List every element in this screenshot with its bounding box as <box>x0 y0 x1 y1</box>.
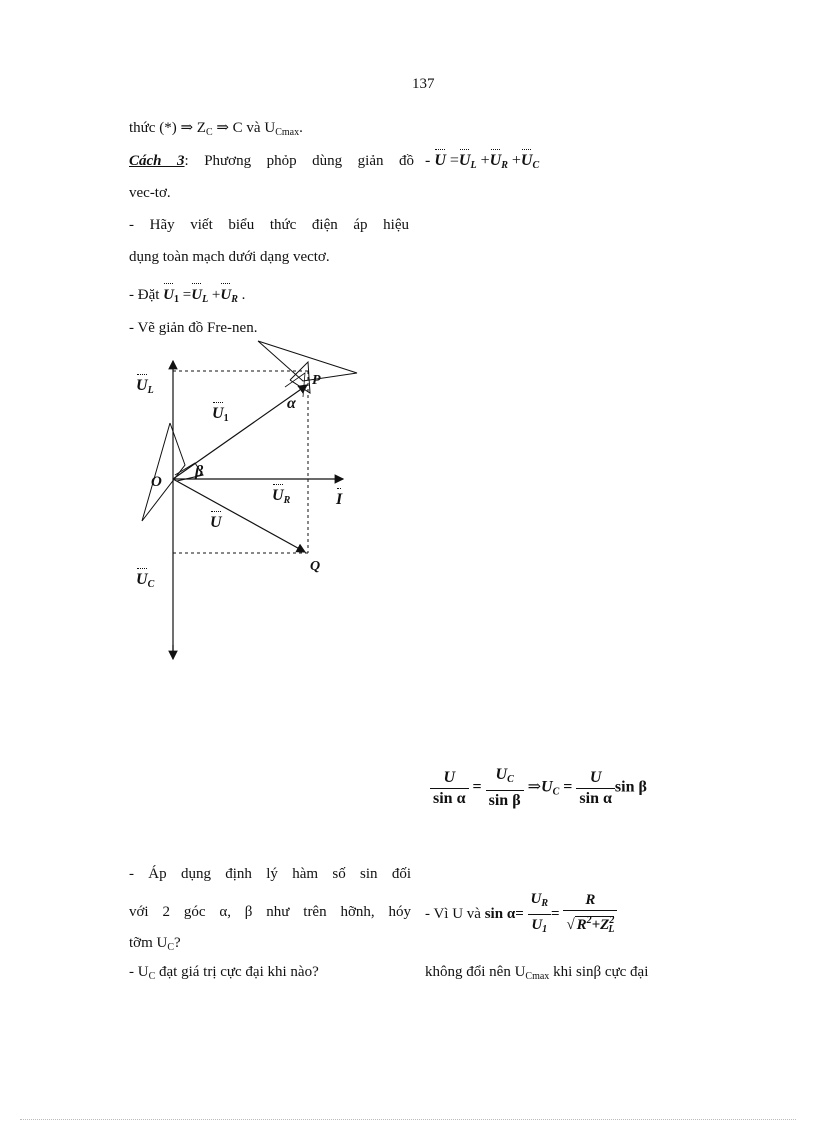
sqrt-plus: + <box>591 916 601 933</box>
frac2-num-sub: C <box>507 774 514 785</box>
set-prefix: - Đặt <box>129 287 160 303</box>
l4-sub: C <box>148 971 156 982</box>
frac-u-sinalpha-2 <box>576 769 615 808</box>
eq1-r: R <box>501 160 508 171</box>
label-ul-sub: L <box>147 385 154 396</box>
label-i-text: I <box>336 491 343 508</box>
formula-eq2: = <box>563 778 573 796</box>
frac-u1: U <box>531 917 543 933</box>
label-u1-u: U <box>212 405 224 422</box>
frac1-den: sin α <box>433 789 466 807</box>
frac-uc-sinbeta <box>486 766 524 810</box>
line1-mid: ⇒ C và U <box>212 120 276 136</box>
label-ur-u: U <box>272 487 284 504</box>
apply-line-2: với 2 góc α, β như trên hỡnh, hóy <box>129 904 411 920</box>
set-u1: U <box>163 287 174 303</box>
eq1-dash: - <box>425 152 431 169</box>
set-ul: U <box>191 287 203 303</box>
frac-u1-sub: 1 <box>542 924 548 935</box>
frac-ur-u1 <box>528 890 552 939</box>
l2-end: khi sinβ cực đại <box>549 964 649 980</box>
label-ul <box>136 376 154 401</box>
label-u1 <box>212 404 229 429</box>
eq1-uc: U <box>520 152 533 169</box>
frac-r-sqrt: $\frac{R}{√ R^2+Z^2_L}$ <box>563 891 617 939</box>
ucmax-sub: Cmax <box>275 127 300 138</box>
label-u-text: U <box>210 514 222 531</box>
answer-line-1: - Vì U và sin α= $\frac{U_R}{U_1}$ = $\frac{R}{√ R^2+Z^2_L}$ <box>425 890 617 939</box>
frac-ur-sub: R <box>541 898 549 909</box>
write-line-1: - Hãy viết biểu thức điện áp hiệu <box>129 217 409 233</box>
frac3-den: sin α <box>579 789 612 807</box>
l4-prefix: - U <box>129 964 149 980</box>
label-o: O <box>151 474 162 490</box>
eq1-eq: = <box>449 152 459 169</box>
label-i <box>336 490 342 510</box>
method3-text: : Phương phỏp dùng giản đồ <box>184 153 414 169</box>
label-u1-sub: 1 <box>223 413 229 424</box>
frac1-num: U <box>430 769 469 789</box>
label-ul-u: U <box>136 377 148 394</box>
eq1-l: L <box>470 160 477 171</box>
answer-line-2 <box>425 962 725 987</box>
sqrt-z-sub: L <box>608 923 615 935</box>
intro-line <box>129 118 303 143</box>
apply-line-3 <box>129 933 181 958</box>
footer-divider <box>20 1119 796 1120</box>
formula-uc: U <box>541 778 553 796</box>
method3-cont: vec-tơ. <box>129 185 171 201</box>
frac-u-sinalpha <box>430 769 469 808</box>
label-ur <box>272 486 290 511</box>
eq1-plus1: + <box>480 152 490 169</box>
line1-end: . <box>299 120 303 136</box>
label-uc-u: U <box>136 571 148 588</box>
set-plus: + <box>211 287 221 303</box>
apply-line-1: - Áp dụng định lý hàm số sin đối <box>129 866 411 882</box>
set-ur: U <box>220 287 232 303</box>
sine-law-formula <box>430 766 647 810</box>
max-question <box>129 962 319 987</box>
label-u <box>210 513 222 533</box>
sqrt-r: R <box>576 916 587 933</box>
label-p: P <box>312 373 321 388</box>
label-alpha: α <box>287 395 296 412</box>
l2-sub: Cmax <box>525 971 550 982</box>
frac2-num: U <box>495 766 508 783</box>
angle-mark-p <box>258 341 357 381</box>
set-one: 1 <box>174 294 179 305</box>
method3-heading: Cách 3 <box>129 153 185 169</box>
label-ur-sub: R <box>283 495 291 506</box>
sqrt-z: Z <box>600 916 610 933</box>
l4-end: đạt giá trị cực đại khi nào? <box>155 964 319 980</box>
answer-sinalpha: sin α <box>484 905 516 922</box>
set-end: . <box>241 287 246 303</box>
line1-prefix: thức (*) ⇒ Z <box>129 120 206 136</box>
sqrt-r-sup: 2 <box>586 914 592 926</box>
zc-sub: C <box>205 127 213 138</box>
vector-sum-equation <box>425 151 539 176</box>
answer-vi: - Vì U và <box>425 905 481 922</box>
eq1-plus2: + <box>511 152 521 169</box>
angle-mark-o <box>142 423 185 521</box>
sqrt-z-sup: 2 <box>609 914 615 926</box>
label-uc-sub: C <box>147 579 155 590</box>
frac-ur: U <box>530 891 542 907</box>
l3-prefix: tỡm U <box>129 935 168 951</box>
eq1-c: C <box>532 160 540 171</box>
formula-implies: ⇒ <box>527 778 542 796</box>
l3-end: ? <box>174 935 181 951</box>
draw-line: - Vẽ giản đồ Fre-nen. <box>129 320 258 336</box>
eq1-ul: U <box>458 152 471 169</box>
eq1-ur: U <box>489 152 502 169</box>
formula-sinbeta: sin β <box>614 778 647 796</box>
set-l: L <box>202 294 209 305</box>
frac-r-num: R <box>563 891 617 911</box>
write-line-2: dụng toàn mạch dưới dạng vectơ. <box>129 249 330 265</box>
frac3-num: U <box>576 769 615 789</box>
eq1-u: U <box>434 152 446 169</box>
label-uc <box>136 570 154 595</box>
label-q: Q <box>310 559 321 574</box>
set-line <box>129 285 245 310</box>
l3-sub: C <box>167 942 175 953</box>
set-r: R <box>231 294 238 305</box>
formula-uc-sub: C <box>552 786 560 798</box>
set-eq: = <box>182 287 192 303</box>
page-number: 137 <box>412 76 435 92</box>
frac2-den: sin β <box>488 792 521 809</box>
method3-line <box>129 151 414 171</box>
l2-prefix: không đổi nên U <box>425 964 526 980</box>
formula-eq1: = <box>472 778 482 796</box>
label-beta: β <box>195 463 204 480</box>
alpha-mark <box>290 362 310 393</box>
